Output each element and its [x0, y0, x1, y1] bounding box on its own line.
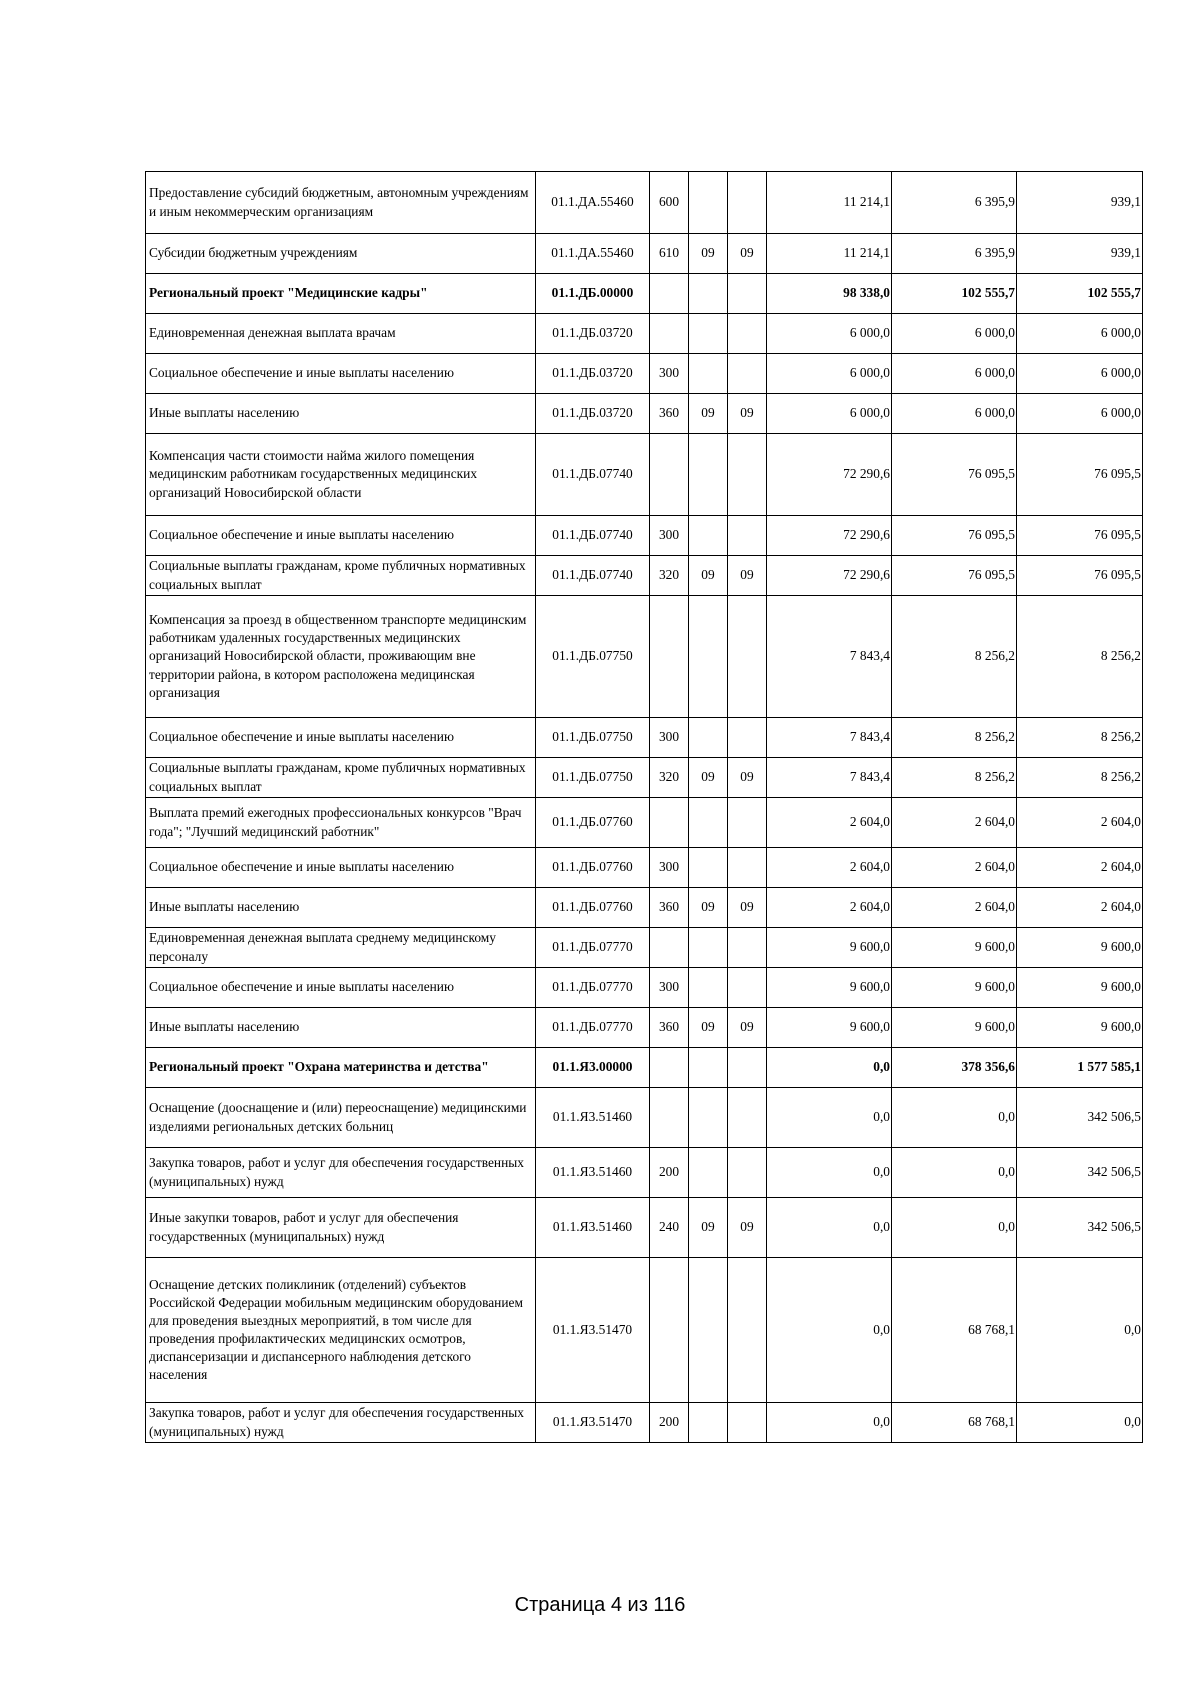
subsection-cell [728, 434, 767, 516]
table-row [146, 1403, 1143, 1443]
amount-year-1-cell: 6 000,0 [767, 314, 892, 354]
amount-year-1-cell: 9 600,0 [767, 968, 892, 1008]
amount-year-1-cell: 98 338,0 [767, 274, 892, 314]
table-row [146, 1148, 1143, 1198]
section-cell [689, 718, 728, 758]
amount-year-3-cell: 8 256,2 [1017, 758, 1143, 798]
expense-type-cell: 300 [650, 718, 689, 758]
amount-year-3-cell: 9 600,0 [1017, 1008, 1143, 1048]
row-name-cell: Единовременная денежная выплата среднему медицинскому персоналу [146, 928, 536, 968]
row-name-cell: Иные выплаты населению [146, 394, 536, 434]
subsection-cell: 09 [728, 888, 767, 928]
row-name-cell: Субсидии бюджетным учреждениям [146, 234, 536, 274]
amount-year-2-cell: 76 095,5 [892, 434, 1017, 516]
target-code-cell: 01.1.ДБ.00000 [536, 274, 650, 314]
row-name-cell: Единовременная денежная выплата врачам [146, 314, 536, 354]
table-row [146, 172, 1143, 234]
amount-year-1-cell: 72 290,6 [767, 556, 892, 596]
amount-year-1-cell: 11 214,1 [767, 234, 892, 274]
row-name-cell: Предоставление субсидий бюджетным, автономным учреждениям и иным некоммерческим организациям [146, 172, 536, 234]
subsection-cell [728, 172, 767, 234]
table-row [146, 848, 1143, 888]
amount-year-2-cell: 76 095,5 [892, 556, 1017, 596]
target-code-cell: 01.1.Я3.51470 [536, 1258, 650, 1403]
row-name-cell: Социальное обеспечение и иные выплаты населению [146, 516, 536, 556]
table-row [146, 516, 1143, 556]
expense-type-cell: 300 [650, 516, 689, 556]
row-name-cell: Иные выплаты населению [146, 1008, 536, 1048]
subsection-cell [728, 516, 767, 556]
expense-type-cell: 360 [650, 1008, 689, 1048]
amount-year-2-cell: 9 600,0 [892, 1008, 1017, 1048]
target-code-cell: 01.1.ДБ.07770 [536, 928, 650, 968]
row-name-cell: Иные выплаты населению [146, 888, 536, 928]
row-name-cell: Иные закупки товаров, работ и услуг для обеспечения государственных (муниципальных) нужд [146, 1198, 536, 1258]
row-name-cell: Региональный проект "Медицинские кадры" [146, 274, 536, 314]
section-cell [689, 1048, 728, 1088]
subsection-cell [728, 1403, 767, 1443]
table-row [146, 354, 1143, 394]
subsection-cell [728, 596, 767, 718]
subsection-cell: 09 [728, 1008, 767, 1048]
table-row [146, 758, 1143, 798]
subsection-cell [728, 1048, 767, 1088]
section-cell [689, 516, 728, 556]
amount-year-3-cell: 9 600,0 [1017, 968, 1143, 1008]
subsection-cell: 09 [728, 758, 767, 798]
subsection-cell: 09 [728, 234, 767, 274]
amount-year-2-cell: 68 768,1 [892, 1258, 1017, 1403]
section-cell: 09 [689, 1008, 728, 1048]
table-row [146, 888, 1143, 928]
expense-type-cell: 300 [650, 968, 689, 1008]
amount-year-1-cell: 2 604,0 [767, 888, 892, 928]
target-code-cell: 01.1.ДБ.07760 [536, 848, 650, 888]
table-row [146, 718, 1143, 758]
row-name-cell: Закупка товаров, работ и услуг для обеспечения государственных (муниципальных) нужд [146, 1403, 536, 1443]
amount-year-2-cell: 6 000,0 [892, 354, 1017, 394]
subsection-cell [728, 274, 767, 314]
section-cell: 09 [689, 556, 728, 596]
target-code-cell: 01.1.ДБ.07750 [536, 718, 650, 758]
expense-type-cell: 300 [650, 848, 689, 888]
amount-year-2-cell: 68 768,1 [892, 1403, 1017, 1443]
amount-year-2-cell: 8 256,2 [892, 596, 1017, 718]
row-name-cell: Региональный проект "Охрана материнства и детства" [146, 1048, 536, 1088]
target-code-cell: 01.1.ДБ.07760 [536, 798, 650, 848]
amount-year-2-cell: 0,0 [892, 1148, 1017, 1198]
amount-year-2-cell: 102 555,7 [892, 274, 1017, 314]
table-row [146, 234, 1143, 274]
amount-year-2-cell: 2 604,0 [892, 798, 1017, 848]
amount-year-3-cell: 76 095,5 [1017, 556, 1143, 596]
table-row [146, 798, 1143, 848]
subsection-cell [728, 848, 767, 888]
row-name-cell: Социальные выплаты гражданам, кроме публичных нормативных социальных выплат [146, 758, 536, 798]
amount-year-1-cell: 7 843,4 [767, 596, 892, 718]
amount-year-1-cell: 11 214,1 [767, 172, 892, 234]
amount-year-1-cell: 72 290,6 [767, 434, 892, 516]
subsection-cell [728, 718, 767, 758]
subsection-cell: 09 [728, 556, 767, 596]
row-name-cell: Оснащение детских поликлиник (отделений) субъектов Российской Федерации мобильным медицинским оборудованием для проведения выездных мероприятий, в том числе для проведения профилактических медицинских осмотров, диспансеризации и диспансерного наблюдения детского населения [146, 1258, 536, 1403]
table-row [146, 1198, 1143, 1258]
amount-year-3-cell: 1 577 585,1 [1017, 1048, 1143, 1088]
amount-year-3-cell: 6 000,0 [1017, 354, 1143, 394]
table-row [146, 556, 1143, 596]
expense-type-cell: 600 [650, 172, 689, 234]
target-code-cell: 01.1.Я3.00000 [536, 1048, 650, 1088]
amount-year-2-cell: 9 600,0 [892, 968, 1017, 1008]
expense-type-cell: 360 [650, 394, 689, 434]
amount-year-3-cell: 76 095,5 [1017, 434, 1143, 516]
section-cell [689, 928, 728, 968]
section-cell: 09 [689, 888, 728, 928]
subsection-cell [728, 798, 767, 848]
subsection-cell [728, 968, 767, 1008]
section-cell: 09 [689, 1198, 728, 1258]
amount-year-1-cell: 7 843,4 [767, 758, 892, 798]
section-cell [689, 1258, 728, 1403]
subsection-cell [728, 1088, 767, 1148]
section-cell [689, 434, 728, 516]
table-body [146, 172, 1143, 1443]
amount-year-3-cell: 102 555,7 [1017, 274, 1143, 314]
amount-year-3-cell: 9 600,0 [1017, 928, 1143, 968]
table-row [146, 1258, 1143, 1403]
amount-year-2-cell: 0,0 [892, 1198, 1017, 1258]
section-cell [689, 172, 728, 234]
table-row [146, 596, 1143, 718]
amount-year-1-cell: 7 843,4 [767, 718, 892, 758]
amount-year-1-cell: 6 000,0 [767, 354, 892, 394]
subsection-cell [728, 1258, 767, 1403]
expense-type-cell [650, 1258, 689, 1403]
amount-year-3-cell: 0,0 [1017, 1258, 1143, 1403]
amount-year-2-cell: 9 600,0 [892, 928, 1017, 968]
amount-year-1-cell: 0,0 [767, 1198, 892, 1258]
target-code-cell: 01.1.ДБ.03720 [536, 354, 650, 394]
amount-year-2-cell: 6 000,0 [892, 394, 1017, 434]
target-code-cell: 01.1.ДА.55460 [536, 234, 650, 274]
amount-year-3-cell: 342 506,5 [1017, 1088, 1143, 1148]
amount-year-1-cell: 0,0 [767, 1148, 892, 1198]
amount-year-1-cell: 72 290,6 [767, 516, 892, 556]
amount-year-3-cell: 8 256,2 [1017, 718, 1143, 758]
section-cell [689, 798, 728, 848]
row-name-cell: Социальное обеспечение и иные выплаты населению [146, 718, 536, 758]
amount-year-3-cell: 6 000,0 [1017, 394, 1143, 434]
section-cell: 09 [689, 394, 728, 434]
row-name-cell: Социальные выплаты гражданам, кроме публичных нормативных социальных выплат [146, 556, 536, 596]
subsection-cell [728, 1148, 767, 1198]
amount-year-1-cell: 0,0 [767, 1403, 892, 1443]
amount-year-3-cell: 2 604,0 [1017, 848, 1143, 888]
amount-year-3-cell: 939,1 [1017, 234, 1143, 274]
target-code-cell: 01.1.ДБ.07750 [536, 758, 650, 798]
section-cell: 09 [689, 758, 728, 798]
expense-type-cell [650, 798, 689, 848]
table-row [146, 394, 1143, 434]
amount-year-2-cell: 378 356,6 [892, 1048, 1017, 1088]
expense-type-cell: 200 [650, 1403, 689, 1443]
target-code-cell: 01.1.ДБ.03720 [536, 394, 650, 434]
section-cell [689, 354, 728, 394]
table-row [146, 928, 1143, 968]
target-code-cell: 01.1.ДБ.07740 [536, 556, 650, 596]
section-cell [689, 314, 728, 354]
amount-year-1-cell: 0,0 [767, 1258, 892, 1403]
target-code-cell: 01.1.ДБ.07760 [536, 888, 650, 928]
table-row [146, 314, 1143, 354]
table-row [146, 434, 1143, 516]
target-code-cell: 01.1.ДБ.03720 [536, 314, 650, 354]
amount-year-2-cell: 2 604,0 [892, 888, 1017, 928]
expense-type-cell [650, 596, 689, 718]
page-number: Страница 4 из 116 [514, 1594, 686, 1616]
row-name-cell: Социальное обеспечение и иные выплаты населению [146, 354, 536, 394]
amount-year-3-cell: 6 000,0 [1017, 314, 1143, 354]
section-cell [689, 274, 728, 314]
section-cell [689, 1403, 728, 1443]
expense-type-cell [650, 928, 689, 968]
target-code-cell: 01.1.ДБ.07750 [536, 596, 650, 718]
section-cell [689, 1088, 728, 1148]
amount-year-1-cell: 2 604,0 [767, 848, 892, 888]
subsection-cell [728, 314, 767, 354]
amount-year-2-cell: 76 095,5 [892, 516, 1017, 556]
target-code-cell: 01.1.ДБ.07770 [536, 1008, 650, 1048]
budget-table [145, 171, 1143, 1443]
table-row-project [146, 274, 1143, 314]
amount-year-3-cell: 939,1 [1017, 172, 1143, 234]
amount-year-1-cell: 9 600,0 [767, 1008, 892, 1048]
expense-type-cell [650, 434, 689, 516]
row-name-cell: Социальное обеспечение и иные выплаты населению [146, 848, 536, 888]
row-name-cell: Выплата премий ежегодных профессиональных конкурсов "Врач года"; "Лучший медицинский работник" [146, 798, 536, 848]
target-code-cell: 01.1.Я3.51460 [536, 1198, 650, 1258]
amount-year-1-cell: 6 000,0 [767, 394, 892, 434]
amount-year-3-cell: 76 095,5 [1017, 516, 1143, 556]
row-name-cell: Компенсация за проезд в общественном транспорте медицинским работникам удаленных государственных медицинских организаций Новосибирской области, проживающим вне территории района, в котором расположена медицинская организация [146, 596, 536, 718]
expense-type-cell [650, 1088, 689, 1148]
expense-type-cell [650, 314, 689, 354]
amount-year-2-cell: 6 395,9 [892, 172, 1017, 234]
section-cell [689, 968, 728, 1008]
section-cell: 09 [689, 234, 728, 274]
expense-type-cell: 610 [650, 234, 689, 274]
target-code-cell: 01.1.Я3.51460 [536, 1088, 650, 1148]
table-row [146, 968, 1143, 1008]
amount-year-3-cell: 2 604,0 [1017, 798, 1143, 848]
amount-year-3-cell: 342 506,5 [1017, 1148, 1143, 1198]
expense-type-cell: 300 [650, 354, 689, 394]
amount-year-2-cell: 6 395,9 [892, 234, 1017, 274]
section-cell [689, 848, 728, 888]
target-code-cell: 01.1.ДБ.07740 [536, 434, 650, 516]
target-code-cell: 01.1.ДБ.07770 [536, 968, 650, 1008]
amount-year-1-cell: 9 600,0 [767, 928, 892, 968]
amount-year-2-cell: 8 256,2 [892, 718, 1017, 758]
row-name-cell: Закупка товаров, работ и услуг для обеспечения государственных (муниципальных) нужд [146, 1148, 536, 1198]
subsection-cell: 09 [728, 1198, 767, 1258]
row-name-cell: Компенсация части стоимости найма жилого помещения медицинским работникам государственных медицинских организаций Новосибирской области [146, 434, 536, 516]
amount-year-2-cell: 0,0 [892, 1088, 1017, 1148]
amount-year-1-cell: 0,0 [767, 1088, 892, 1148]
amount-year-3-cell: 8 256,2 [1017, 596, 1143, 718]
expense-type-cell [650, 274, 689, 314]
subsection-cell: 09 [728, 394, 767, 434]
expense-type-cell: 320 [650, 758, 689, 798]
amount-year-3-cell: 0,0 [1017, 1403, 1143, 1443]
target-code-cell: 01.1.ДБ.07740 [536, 516, 650, 556]
table-row [146, 1088, 1143, 1148]
section-cell [689, 596, 728, 718]
amount-year-2-cell: 6 000,0 [892, 314, 1017, 354]
target-code-cell: 01.1.ДА.55460 [536, 172, 650, 234]
table-row [146, 1008, 1143, 1048]
section-cell [689, 1148, 728, 1198]
amount-year-3-cell: 342 506,5 [1017, 1198, 1143, 1258]
row-name-cell: Социальное обеспечение и иные выплаты населению [146, 968, 536, 1008]
expense-type-cell [650, 1048, 689, 1088]
amount-year-2-cell: 2 604,0 [892, 848, 1017, 888]
target-code-cell: 01.1.Я3.51470 [536, 1403, 650, 1443]
expense-type-cell: 320 [650, 556, 689, 596]
expense-type-cell: 200 [650, 1148, 689, 1198]
table-row-project [146, 1048, 1143, 1088]
subsection-cell [728, 354, 767, 394]
amount-year-1-cell: 0,0 [767, 1048, 892, 1088]
row-name-cell: Оснащение (дооснащение и (или) переоснащение) медицинскими изделиями региональных детских больниц [146, 1088, 536, 1148]
target-code-cell: 01.1.Я3.51460 [536, 1148, 650, 1198]
amount-year-1-cell: 2 604,0 [767, 798, 892, 848]
subsection-cell [728, 928, 767, 968]
expense-type-cell: 360 [650, 888, 689, 928]
amount-year-3-cell: 2 604,0 [1017, 888, 1143, 928]
amount-year-2-cell: 8 256,2 [892, 758, 1017, 798]
expense-type-cell: 240 [650, 1198, 689, 1258]
